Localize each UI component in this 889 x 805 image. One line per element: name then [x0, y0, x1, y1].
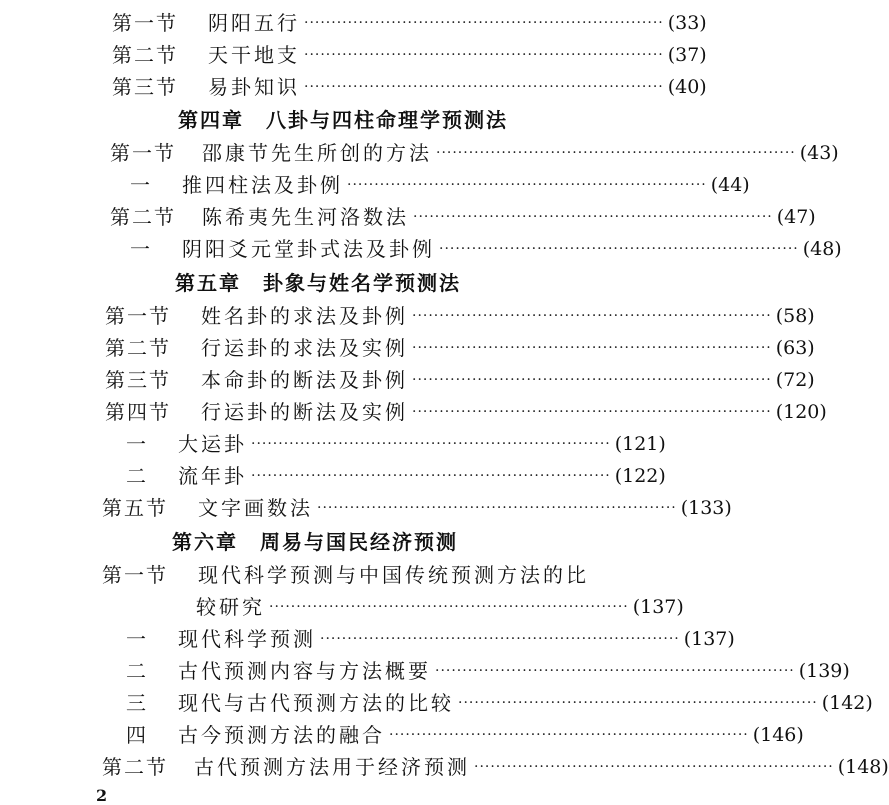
entry-title: 本命卦的断法及卦例 — [201, 368, 408, 392]
entry-title: 姓名卦的求法及卦例 — [201, 304, 408, 328]
chapter-title: 卦象与姓名学预测法 — [263, 271, 461, 295]
section-number: 四 — [126, 723, 148, 747]
leader-dots: ·································································· — [435, 663, 795, 679]
leader-dots: ·································································· — [474, 759, 834, 775]
entry-title: 阴阳五行 — [208, 11, 300, 35]
entry-title: 现代科学预测与中国传统预测方法的比 — [198, 563, 589, 587]
leader-dots: ·································································· — [412, 340, 772, 356]
toc-entry — [196, 592, 684, 622]
chapter-title: 八卦与四柱命理学预测法 — [266, 108, 508, 132]
leader-dots: ·································································· — [304, 47, 664, 63]
entry-title: 较研究 — [196, 595, 265, 619]
leader-dots: ·································································· — [412, 404, 772, 420]
entry-title: 古代预测方法用于经济预测 — [194, 755, 470, 779]
entry-title: 古今预测方法的融合 — [178, 723, 385, 747]
toc-entry — [112, 40, 707, 70]
leader-dots: ·································································· — [347, 177, 707, 193]
chapter-title: 周易与国民经济预测 — [260, 530, 458, 554]
leader-dots: ·································································· — [304, 15, 664, 31]
toc-entry — [105, 333, 815, 363]
leader-dots: ·································································· — [389, 727, 749, 743]
chapter-heading — [175, 267, 461, 299]
toc-entry — [130, 234, 842, 264]
page-number: (47) — [776, 206, 816, 228]
entry-title: 流年卦 — [178, 464, 247, 488]
page-number: (121) — [614, 433, 666, 455]
toc-entry — [130, 170, 750, 200]
section-number: 一 — [130, 173, 152, 197]
toc-entry — [126, 656, 850, 686]
entry-title: 文字画数法 — [198, 496, 313, 520]
toc-entry — [102, 493, 732, 523]
page-number: (137) — [632, 596, 684, 618]
leader-dots: ·································································· — [458, 695, 818, 711]
page-number: (142) — [821, 692, 873, 714]
section-number: 第三节 — [105, 368, 171, 392]
toc-entry — [126, 688, 873, 718]
toc-entry — [110, 202, 816, 232]
page-number: (48) — [802, 238, 842, 260]
toc-entry — [126, 624, 735, 654]
toc-entry — [112, 72, 707, 102]
entry-title: 陈希夷先生河洛数法 — [202, 205, 409, 229]
section-number: 二 — [126, 659, 148, 683]
leader-dots: ·································································· — [413, 209, 773, 225]
toc-entry — [112, 8, 707, 38]
leader-dots: ·································································· — [251, 436, 611, 452]
section-number: 一 — [126, 432, 148, 456]
page-number: (40) — [667, 76, 707, 98]
section-number: 第一节 — [102, 563, 168, 587]
leader-dots: ·································································· — [439, 241, 799, 257]
section-number: 二 — [126, 464, 148, 488]
page-number: (148) — [837, 756, 889, 778]
section-number: 第三节 — [112, 75, 178, 99]
chapter-heading — [178, 104, 508, 136]
chapter-number: 第四章 — [178, 108, 244, 132]
section-number: 第一节 — [110, 141, 176, 165]
chapter-number: 第六章 — [172, 530, 238, 554]
entry-title: 现代科学预测 — [178, 627, 316, 651]
section-number: 第一节 — [112, 11, 178, 35]
toc-entry — [102, 752, 889, 782]
entry-title: 古代预测内容与方法概要 — [178, 659, 431, 683]
page-number: (146) — [752, 724, 804, 746]
page-number: (133) — [680, 497, 732, 519]
page-number: (63) — [775, 337, 815, 359]
page-number: (37) — [667, 44, 707, 66]
leader-dots: ·································································· — [412, 308, 772, 324]
entry-title: 推四柱法及卦例 — [182, 173, 343, 197]
entry-title: 行运卦的断法及实例 — [201, 400, 408, 424]
page-number: (33) — [667, 12, 707, 34]
page-number: (72) — [775, 369, 815, 391]
section-number: 第二节 — [105, 336, 171, 360]
section-number: 一 — [126, 627, 148, 651]
toc-entry — [126, 720, 804, 750]
page-number: (120) — [775, 401, 827, 423]
section-number: 第一节 — [105, 304, 171, 328]
toc-entry — [105, 301, 815, 331]
page-number: (44) — [710, 174, 750, 196]
toc-entry — [105, 365, 815, 395]
toc-entry — [105, 397, 827, 427]
page-number: (122) — [614, 465, 666, 487]
leader-dots: ·································································· — [436, 145, 796, 161]
section-number: 第二节 — [110, 205, 176, 229]
toc-entry — [126, 429, 666, 459]
entry-title: 邵康节先生所创的方法 — [202, 141, 432, 165]
entry-title: 行运卦的求法及实例 — [201, 336, 408, 360]
leader-dots: ·································································· — [317, 500, 677, 516]
section-number: 第四节 — [105, 400, 171, 424]
leader-dots: ·································································· — [320, 631, 680, 647]
toc-entry — [102, 560, 600, 590]
page-folio: 2 — [96, 786, 108, 805]
entry-title: 大运卦 — [178, 432, 247, 456]
page-number: (137) — [683, 628, 735, 650]
leader-dots: ·································································· — [251, 468, 611, 484]
page-number: (139) — [798, 660, 850, 682]
leader-dots: ·································································· — [412, 372, 772, 388]
leader-dots: ·································································· — [304, 79, 664, 95]
chapter-number: 第五章 — [175, 271, 241, 295]
toc-entry — [110, 138, 839, 168]
chapter-heading — [172, 526, 458, 558]
entry-title: 天干地支 — [208, 43, 300, 67]
page-number: (43) — [799, 142, 839, 164]
toc-entry — [126, 461, 666, 491]
section-number: 三 — [126, 691, 148, 715]
section-number: 一 — [130, 237, 152, 261]
leader-dots: ·································································· — [269, 599, 629, 615]
entry-title: 易卦知识 — [208, 75, 300, 99]
entry-title: 阴阳爻元堂卦式法及卦例 — [182, 237, 435, 261]
page-number: (58) — [775, 305, 815, 327]
section-number: 第二节 — [112, 43, 178, 67]
section-number: 第五节 — [102, 496, 168, 520]
entry-title: 现代与古代预测方法的比较 — [178, 691, 454, 715]
section-number: 第二节 — [102, 755, 168, 779]
